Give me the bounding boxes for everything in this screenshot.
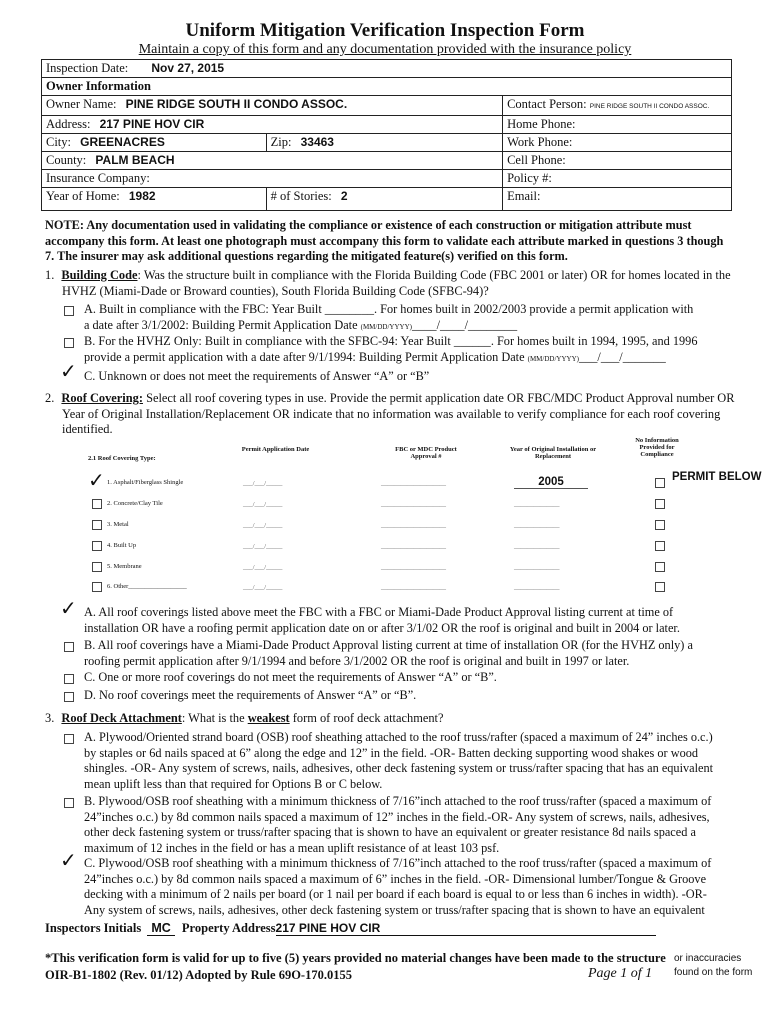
- q3-a-line1: A. Plywood/Oriented strand board (OSB) roof sheathing attached to the roof truss/rafter (spaced a maximum of 24” inches o.c.): [84, 730, 713, 744]
- q3-a-line3: shingles. -OR- Any system of screws, nails, adhesives, other deck fastening system or truss/rafter spacing that has an equivalent: [84, 761, 714, 775]
- q2-b-line1: B. All roof coverings have a Miami-Dade Product Approval listing current at time of installation OR (for the HVHZ only) a: [84, 638, 693, 652]
- email-label: Email:: [507, 189, 541, 203]
- col-fbc-approval: FBC or MDC Product Approval #: [395, 446, 457, 460]
- initials-label: Inspectors Initials: [45, 921, 142, 935]
- roof-row-year-value[interactable]: 2005: [514, 476, 588, 489]
- q2-a-checkmark-icon[interactable]: ✓: [60, 596, 77, 620]
- year-of-home-label: Year of Home:: [46, 189, 120, 203]
- stories-cell[interactable]: [266, 188, 502, 211]
- county-cell[interactable]: [42, 152, 503, 170]
- county-value: PALM BEACH: [95, 153, 175, 167]
- q2-a-line2: installation OR have a roofing permit application date on or after 3/1/02 OR the roof is original and built in 2004 or later.: [84, 620, 680, 635]
- roof-row-year-blank[interactable]: ______________: [514, 543, 560, 550]
- q3-roof-deck: [45, 711, 735, 727]
- roof-row-label: 4. Built Up: [107, 542, 137, 549]
- roof-row-fbc-blank[interactable]: ____________________: [381, 522, 446, 529]
- q3-c-line3: decking with a minimum of 2 nails per board (or 1 nail per board if each board is equal to or less than 6 inches in width). -OR-: [84, 887, 707, 901]
- q3-c-checkmark-icon[interactable]: ✓: [60, 848, 77, 872]
- q3-text-post: form of roof deck attachment?: [289, 711, 444, 725]
- owner-info-table: [41, 59, 732, 211]
- year-of-home-cell[interactable]: [42, 188, 267, 211]
- q1-building-code: [45, 268, 735, 299]
- q1-heading: Building Code: [61, 268, 138, 282]
- q2-option-b: [84, 638, 744, 669]
- q2-heading: Roof Covering:: [61, 391, 143, 405]
- col-year-installed: Year of Original Installation or Replacement: [509, 446, 597, 460]
- q3-weakest: weakest: [247, 711, 290, 725]
- property-label: Property Address: [181, 921, 276, 935]
- q1-option-b: [84, 334, 744, 365]
- q1-b-checkbox[interactable]: [64, 338, 74, 348]
- q1-number: 1.: [45, 268, 55, 282]
- q2-number: 2.: [45, 391, 55, 405]
- q2-d-checkbox[interactable]: [64, 692, 74, 702]
- initials-value[interactable]: MC: [147, 921, 174, 936]
- home-phone-cell[interactable]: [503, 116, 732, 134]
- roof-row-year-blank[interactable]: ______________: [514, 522, 560, 529]
- zip-value: 33463: [300, 135, 334, 149]
- roof-row-year-blank[interactable]: ______________: [514, 501, 560, 508]
- q3-c-line2: 24”inches o.c.) by 8d common nails spaced a maximum of 6” inches in the field. -OR- Dimensional lumber/Tongue & Groove: [84, 871, 707, 886]
- roof-row-noinfo-checkbox[interactable]: [655, 478, 665, 488]
- overflow-text-2: found on the form: [674, 967, 753, 978]
- address-label: Address:: [46, 117, 91, 131]
- stories-value: 2: [340, 189, 348, 203]
- roof-row-fbc-blank[interactable]: ____________________: [381, 480, 446, 487]
- q2-option-d: D. No roof coverings meet the requirements of Answer “A” or “B”.: [84, 688, 417, 702]
- q3-option-b: [84, 794, 754, 856]
- cell-phone-cell[interactable]: [503, 152, 732, 170]
- contact-person-cell[interactable]: [503, 96, 732, 116]
- roof-row-checkbox[interactable]: [92, 541, 102, 551]
- q2-b-line2: roofing permit application after 9/1/1994 and before 3/1/2002 OR the roof is original and built in 1997 or later.: [84, 653, 630, 668]
- owner-name-label: Owner Name:: [46, 97, 117, 111]
- roof-row-label: 2. Concrete/Clay Tile: [107, 500, 163, 507]
- q1-b-date-blank[interactable]: ___/___/_______: [578, 349, 666, 364]
- city-value: GREENACRES: [80, 135, 165, 149]
- q3-number: 3.: [45, 711, 55, 725]
- q3-option-a: [84, 730, 754, 792]
- q1-option-c: C. Unknown or does not meet the requirements of Answer “A” or “B”: [84, 369, 430, 383]
- owner-name-value: PINE RIDGE SOUTH II CONDO ASSOC.: [125, 97, 348, 111]
- initials-row: [45, 921, 685, 936]
- roof-row-checkbox[interactable]: [92, 562, 102, 572]
- q1-a-format: (MM/DD/YYYY): [360, 322, 412, 331]
- roof-row-date-blank[interactable]: ___/___/_____: [243, 564, 283, 571]
- roof-row-label: 5. Membrane: [107, 563, 142, 570]
- roof-row-noinfo-checkbox[interactable]: [655, 541, 665, 551]
- work-phone-label: Work Phone:: [507, 135, 573, 149]
- county-label: County:: [46, 153, 87, 167]
- q3-option-c: [84, 856, 754, 918]
- roof-row-date-blank[interactable]: ___/___/_____: [243, 501, 283, 508]
- policy-label: Policy #:: [507, 171, 552, 185]
- q3-heading: Roof Deck Attachment: [61, 711, 182, 725]
- city-label: City:: [46, 135, 72, 149]
- q3-c-line4: Any system of screws, nails, adhesives, other deck fastening system or truss/rafter spacing that is shown to have an equivalent: [84, 902, 705, 917]
- roof-row-noinfo-checkbox[interactable]: [655, 562, 665, 572]
- property-value[interactable]: 217 PINE HOV CIR: [276, 921, 656, 936]
- q1-a-line2: a date after 3/1/2002: Building Permit Application Date: [84, 317, 358, 332]
- year-of-home-value: 1982: [128, 189, 156, 203]
- roof-row-year-blank[interactable]: ______________: [514, 564, 560, 571]
- form-subtitle: Maintain a copy of this form and any documentation provided with the insurance policy: [138, 42, 632, 57]
- q3-b-checkbox[interactable]: [64, 798, 74, 808]
- roof-row-fbc-blank[interactable]: ____________________: [381, 543, 446, 550]
- roof-row-date-blank[interactable]: ___/___/_____: [243, 522, 283, 529]
- roof-row-checkbox[interactable]: [92, 499, 102, 509]
- email-cell[interactable]: [503, 188, 732, 211]
- q2-c-checkbox[interactable]: [64, 674, 74, 684]
- inspection-date-cell[interactable]: [42, 60, 732, 78]
- city-cell[interactable]: [42, 134, 267, 152]
- overflow-text-1: or inaccuracies: [674, 953, 742, 964]
- q1-c-checkmark-icon[interactable]: ✓: [60, 359, 77, 383]
- q2-option-c: C. One or more roof coverings do not meet the requirements of Answer “A” or “B”.: [84, 670, 497, 684]
- q2-roof-covering: [45, 391, 735, 438]
- q1-a-line1: A. Built in compliance with the FBC: Year Built ________. For homes built in 2002/2003 provide a permit application with: [84, 302, 694, 316]
- q1-a-date-blank[interactable]: ____/____/________: [411, 317, 518, 332]
- q3-b-line3: other deck fastening system or truss/rafter spacing that is shown to have an equivalent or greater resistance 8d nails spaced a: [84, 825, 696, 839]
- q1-a-checkbox[interactable]: [64, 306, 74, 316]
- q1-option-a: [84, 302, 744, 333]
- contact-person-value: PINE RIDGE SOUTH II CONDO ASSOC.: [589, 103, 710, 110]
- roof-row-noinfo-checkbox[interactable]: [655, 582, 665, 592]
- address-cell[interactable]: [42, 116, 503, 134]
- inspection-date-label: Inspection Date:: [46, 61, 129, 75]
- q3-a-checkbox[interactable]: [64, 734, 74, 744]
- zip-cell[interactable]: [266, 134, 502, 152]
- q3-text-pre: : What is the: [181, 711, 248, 725]
- q1-b-format: (MM/DD/YYYY): [527, 354, 579, 363]
- address-value: 217 PINE HOV CIR: [99, 117, 205, 131]
- q3-b-line2: 24”inches o.c.) by 8d common nails spaced a maximum of 12” inches in the field.-OR- Any system of screws, nails, adhesives,: [84, 809, 710, 824]
- q1-b-line2: provide a permit application with a date after 9/1/1994: Building Permit Application Date: [84, 349, 525, 364]
- roof-row-checkbox[interactable]: [92, 520, 102, 530]
- insurance-company-cell[interactable]: [42, 170, 503, 188]
- q3-b-line1: B. Plywood/OSB roof sheathing with a minimum thickness of 7/16”inch attached to the roof truss/rafter (spaced a maximum of: [84, 794, 712, 808]
- roof-row-label: 3. Metal: [107, 521, 129, 528]
- roof-row-check-icon[interactable]: ✓: [88, 468, 105, 492]
- q3-c-line1: C. Plywood/OSB roof sheathing with a minimum thickness of 7/16”inch attached to the roof truss/rafter (spaced a maximum of: [84, 856, 712, 870]
- q3-b-line4: maximum of 12 inches in the field or has a mean uplift resistance of at least 103 psf.: [84, 840, 500, 855]
- zip-label: Zip:: [270, 135, 292, 149]
- q2-a-line1: A. All roof coverings listed above meet the FBC with a FBC or Miami-Dade Product Approval listing current at time of: [84, 605, 674, 619]
- q2-b-checkbox[interactable]: [64, 642, 74, 652]
- q1-text: : Was the structure built in compliance with the Florida Building Code (FBC 2001 or later) OR for homes located in the HVHZ (Miami-Dade or Broward counties), South Florida Building Code (SFBC-94)?: [62, 268, 731, 298]
- roof-row-checkbox[interactable]: [92, 582, 102, 592]
- permit-below-note: PERMIT BELOW: [672, 471, 762, 483]
- roof-row-fbc-blank[interactable]: ____________________: [381, 584, 446, 591]
- home-phone-label: Home Phone:: [507, 117, 576, 131]
- roof-row-date-blank[interactable]: ___/___/_____: [243, 543, 283, 550]
- policy-cell[interactable]: [503, 170, 732, 188]
- form-title: Uniform Mitigation Verification Inspection Form: [185, 20, 585, 41]
- roof-row-year-blank[interactable]: ______________: [514, 584, 560, 591]
- col-permit-date: Permit Application Date: [241, 446, 310, 453]
- roof-row-label: 1. Asphalt/Fiberglass Shingle: [107, 479, 184, 486]
- work-phone-cell[interactable]: [503, 134, 732, 152]
- validity-statement: *This verification form is valid for up to five (5) years provided no material changes have been made to the structure: [45, 951, 666, 965]
- roof-row-fbc-blank[interactable]: ____________________: [381, 501, 446, 508]
- owner-info-heading: Owner Information: [42, 78, 732, 96]
- q3-a-line4: mean uplift less than that required for Options B or C below.: [84, 776, 383, 791]
- roof-row-noinfo-checkbox[interactable]: [655, 499, 665, 509]
- roof-row-date-blank[interactable]: ___/___/_____: [243, 584, 283, 591]
- note-paragraph: NOTE: Any documentation used in validating the compliance or existence of each construction or mitigation attribute must accompany this form. At least one photograph must accompany this form to validate each attribute marked in questions 3 though 7. The insurer may ask additional questions regarding the mitigated feature(s) verified on this form.: [45, 218, 724, 263]
- q2-option-a: [84, 605, 744, 636]
- insurance-company-label: Insurance Company:: [46, 171, 150, 185]
- roof-row-date-blank[interactable]: ___/___/_____: [243, 480, 283, 487]
- col-no-info: No Information Provided for Compliance: [635, 437, 679, 458]
- roof-row-label: 6. Other__________________: [107, 583, 187, 590]
- q2-text: Select all roof covering types in use. Provide the permit application date OR FBC/MDC Product Approval number OR Year of Original Installation/Replacement OR indicate that no information was available to verify compliance for each roof covering identified.: [62, 391, 735, 436]
- q3-a-line2: by staples or 6d nails spaced at 6” along the edge and 12” in the field. -OR- Batten decking supporting wood shakes or wood: [84, 745, 699, 760]
- cell-phone-label: Cell Phone:: [507, 153, 566, 167]
- roof-row-fbc-blank[interactable]: ____________________: [381, 564, 446, 571]
- page-number: Page 1 of 1: [588, 966, 653, 981]
- q1-b-line1: B. For the HVHZ Only: Built in compliance with the SFBC-94: Year Built ______. For homes built in 1994, 1995, and 1996: [84, 334, 698, 348]
- owner-name-cell[interactable]: [42, 96, 503, 116]
- stories-label: # of Stories:: [270, 189, 332, 203]
- col-roof-type: 2.1 Roof Covering Type:: [88, 455, 156, 462]
- roof-row-noinfo-checkbox[interactable]: [655, 520, 665, 530]
- inspection-date-value: Nov 27, 2015: [151, 61, 225, 75]
- contact-person-label: Contact Person:: [507, 97, 587, 111]
- form-id: OIR-B1-1802 (Rev. 01/12) Adopted by Rule 69O-170.0155: [45, 968, 352, 982]
